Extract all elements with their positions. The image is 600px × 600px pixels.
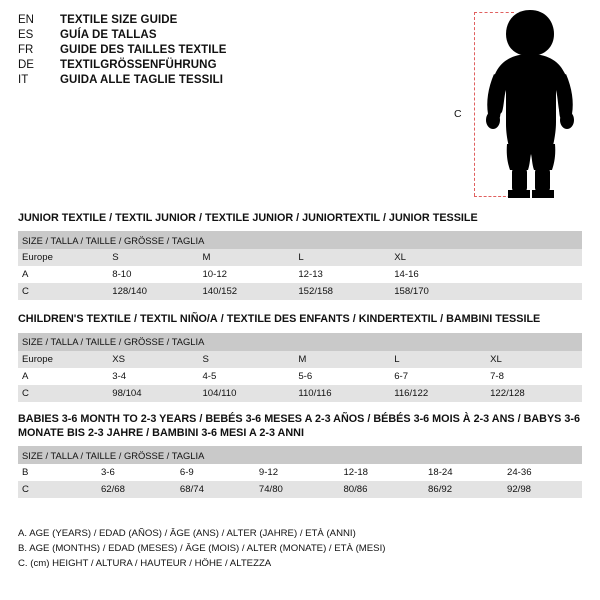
table-row — [18, 464, 582, 481]
cell: 140/152 — [198, 283, 294, 300]
cell: 4-5 — [198, 368, 294, 385]
cell: 122/128 — [486, 385, 582, 402]
cell: B — [18, 464, 97, 481]
header-title-fr: GUIDE DES TAILLES TEXTILE — [60, 44, 227, 56]
cell: 7-8 — [486, 368, 582, 385]
table-row — [18, 481, 582, 498]
cell: 110/116 — [294, 385, 390, 402]
cell: M — [198, 249, 294, 266]
language-code-it: IT — [18, 74, 29, 86]
cell: 128/140 — [108, 283, 198, 300]
cell: C — [18, 385, 108, 402]
cell: 5-6 — [294, 368, 390, 385]
cell: A — [18, 368, 108, 385]
table-row — [18, 385, 582, 402]
section-title-junior: JUNIOR TEXTILE / TEXTIL JUNIOR / TEXTILE JUNIOR / JUNIORTEXTIL / JUNIOR TESSILE — [18, 212, 478, 224]
cell: 152/158 — [294, 283, 390, 300]
cell: C — [18, 283, 108, 300]
cell: M — [294, 351, 390, 368]
size-table-junior — [18, 231, 582, 300]
cell: 98/104 — [108, 385, 198, 402]
cell: C — [18, 481, 97, 498]
section-title-babies: BABIES 3-6 MONTH TO 2-3 YEARS / BEBÉS 3-6 MESES A 2-3 AÑOS / BÉBÉS 3-6 MOIS À 2-3 ANS / BABYS 3-6 MONATE BIS 2-3 JAHRE / BAMBINI 3-6 MESI A 2-3 ANNI — [18, 412, 580, 439]
header-row-it — [18, 74, 438, 86]
header-title-es: GUÍA DE TALLAS — [60, 29, 157, 41]
language-code-en: EN — [18, 14, 34, 26]
language-code-de: DE — [18, 59, 34, 71]
cell: 10-12 — [198, 266, 294, 283]
cell: 6-9 — [176, 464, 255, 481]
legend-line-a: A. AGE (YEARS) / EDAD (AÑOS) / ÂGE (ANS) / ALTER (JAHRE) / ETÀ (ANNI) — [18, 528, 356, 539]
size-tables — [18, 212, 582, 498]
language-code-fr: FR — [18, 44, 34, 56]
cell: 9-12 — [255, 464, 340, 481]
cell: 68/74 — [176, 481, 255, 498]
cell: 86/92 — [424, 481, 503, 498]
header-row-de — [18, 59, 438, 71]
cell: Europe — [18, 249, 108, 266]
size-table-babies — [18, 446, 582, 498]
cell: Europe — [18, 351, 108, 368]
legend — [18, 527, 578, 572]
table-header-label: SIZE / TALLA / TAILLE / GRÖSSE / TAGLIA — [18, 231, 582, 249]
cell: 62/68 — [97, 481, 176, 498]
header-title-de: TEXTILGRÖSSENFÜHRUNG — [60, 59, 217, 71]
legend-line-b: B. AGE (MONTHS) / EDAD (MESES) / ÂGE (MOIS) / ALTER (MONATE) / ETÀ (MESI) — [18, 542, 386, 554]
cell: 158/170 — [390, 283, 582, 300]
cell: 24-36 — [503, 464, 582, 481]
cell: XL — [486, 351, 582, 368]
size-table-children — [18, 333, 582, 402]
measure-label-c: C — [454, 108, 462, 120]
section-spacer — [18, 300, 582, 313]
cell: 12-18 — [339, 464, 424, 481]
legend-line-c: C. (cm) HEIGHT / ALTURA / HAUTEUR / HÖHE / ALTEZZA — [18, 557, 272, 569]
cell: S — [198, 351, 294, 368]
table-row — [18, 266, 582, 283]
table-row — [18, 249, 582, 266]
cell: L — [294, 249, 390, 266]
header-row-en — [18, 14, 438, 26]
table-row — [18, 283, 582, 300]
cell: 6-7 — [390, 368, 486, 385]
cell: 3-4 — [108, 368, 198, 385]
section-spacer — [18, 402, 582, 412]
header-row-es — [18, 29, 438, 41]
cell: 104/110 — [198, 385, 294, 402]
cell: L — [390, 351, 486, 368]
section-title-children: CHILDREN'S TEXTILE / TEXTIL NIÑO/Α / TEXTILE DES ENFANTS / KINDERTEXTIL / BAMBINI TESSILE — [18, 313, 541, 326]
table-header-row — [18, 333, 582, 351]
toddler-silhouette-icon — [474, 4, 586, 204]
cell: XL — [390, 249, 582, 266]
cell: 14-16 — [390, 266, 582, 283]
cell: 18-24 — [424, 464, 503, 481]
cell: A — [18, 266, 108, 283]
cell: 74/80 — [255, 481, 340, 498]
header-row-fr — [18, 44, 438, 56]
header-titles — [18, 14, 438, 89]
cell: 3-6 — [97, 464, 176, 481]
cell: 12-13 — [294, 266, 390, 283]
cell: XS — [108, 351, 198, 368]
header-title-it: GUIDA ALLE TAGLIE TESSILI — [60, 74, 224, 86]
table-header-row — [18, 231, 582, 249]
language-code-es: ES — [18, 29, 34, 41]
cell: S — [108, 249, 198, 266]
table-row — [18, 368, 582, 385]
cell: 116/122 — [390, 385, 486, 402]
table-header-label: SIZE / TALLA / TAILLE / GRÖSSE / TAGLIA — [18, 333, 582, 351]
cell: 92/98 — [503, 481, 582, 498]
measurement-figure — [450, 4, 590, 204]
cell: 8-10 — [108, 266, 198, 283]
header-title-en: TEXTILE SIZE GUIDE — [60, 14, 178, 26]
table-row — [18, 351, 582, 368]
table-header-row — [18, 446, 582, 464]
cell: 80/86 — [339, 481, 424, 498]
table-header-label: SIZE / TALLA / TAILLE / GRÖSSE / TAGLIA — [18, 446, 582, 464]
